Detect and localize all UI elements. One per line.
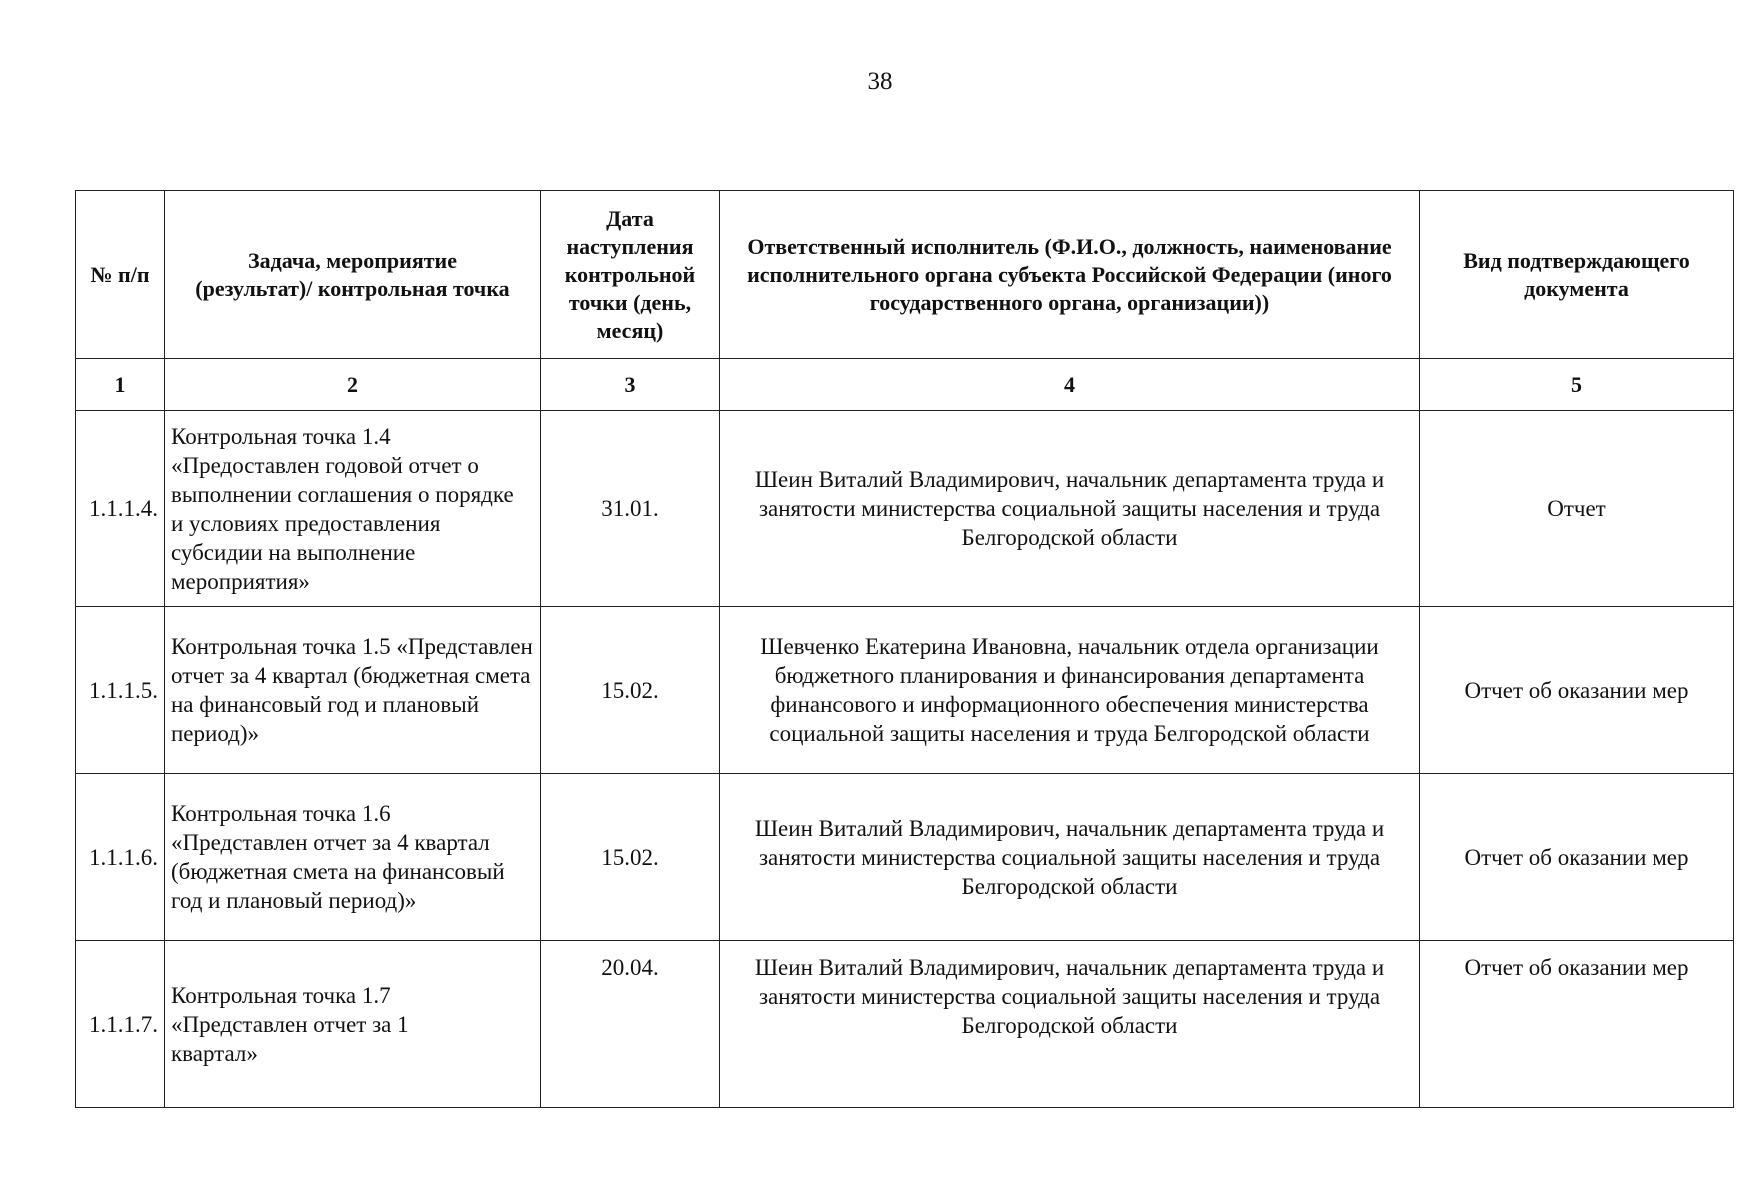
row-number: 1.1.1.6. — [76, 774, 165, 941]
header-number: № п/п — [76, 191, 165, 359]
row-responsible: Шевченко Екатерина Ивановна, начальник отдела организации бюджетного планирования и финансирования департамента финансового и информационного обеспечения министерства социальной защиты населения и труда Белгородской области — [720, 607, 1420, 774]
table-row — [76, 941, 1734, 1108]
header-task: Задача, мероприятие (результат)/ контрольная точка — [165, 191, 541, 359]
row-responsible: Шеин Виталий Владимирович, начальник департамента труда и занятости министерства социальной защиты населения и труда Белгородской области — [720, 774, 1420, 941]
row-task: Контрольная точка 1.7 «Представлен отчет за 1 квартал» — [165, 941, 541, 1108]
header-date: Дата наступления контрольной точки (день, месяц) — [541, 191, 720, 359]
row-task: Контрольная точка 1.6 «Представлен отчет за 4 квартал (бюджетная смета на финансовый год и плановый период)» — [165, 774, 541, 941]
row-document: Отчет об оказании мер — [1420, 774, 1734, 941]
row-document: Отчет об оказании мер — [1420, 607, 1734, 774]
row-date: 15.02. — [541, 774, 720, 941]
row-responsible: Шеин Виталий Владимирович, начальник департамента труда и занятости министерства социальной защиты населения и труда Белгородской области — [720, 941, 1420, 1108]
row-number: 1.1.1.4. — [76, 411, 165, 607]
row-document: Отчет об оказании мер — [1420, 941, 1734, 1108]
row-task: Контрольная точка 1.4 «Предоставлен годовой отчет о выполнении соглашения о порядке и условиях предоставления субсидии на выполнение мероприятия» — [165, 411, 541, 607]
row-document: Отчет — [1420, 411, 1734, 607]
table-row — [76, 411, 1734, 607]
row-responsible: Шеин Виталий Владимирович, начальник департамента труда и занятости министерства социальной защиты населения и труда Белгородской области — [720, 411, 1420, 607]
column-number: 3 — [541, 359, 720, 411]
column-number-row — [76, 359, 1734, 411]
row-date: 31.01. — [541, 411, 720, 607]
row-date: 15.02. — [541, 607, 720, 774]
row-date: 20.04. — [541, 941, 720, 1108]
header-document: Вид подтверждающего документа — [1420, 191, 1734, 359]
row-number: 1.1.1.5. — [76, 607, 165, 774]
table-row — [76, 774, 1734, 941]
page-number: 38 — [867, 68, 893, 95]
column-number: 2 — [165, 359, 541, 411]
header-row — [76, 191, 1734, 359]
table-row — [76, 607, 1734, 774]
column-number: 4 — [720, 359, 1420, 411]
column-number: 1 — [76, 359, 165, 411]
header-responsible: Ответственный исполнитель (Ф.И.О., должность, наименование исполнительного органа субъекта Российской Федерации (иного государственного органа, организации)) — [720, 191, 1420, 359]
row-number: 1.1.1.7. — [76, 941, 165, 1108]
control-points-table — [75, 190, 1734, 1108]
column-number: 5 — [1420, 359, 1734, 411]
row-task: Контрольная точка 1.5 «Представлен отчет за 4 квартал (бюджетная смета на финансовый год и плановый период)» — [165, 607, 541, 774]
